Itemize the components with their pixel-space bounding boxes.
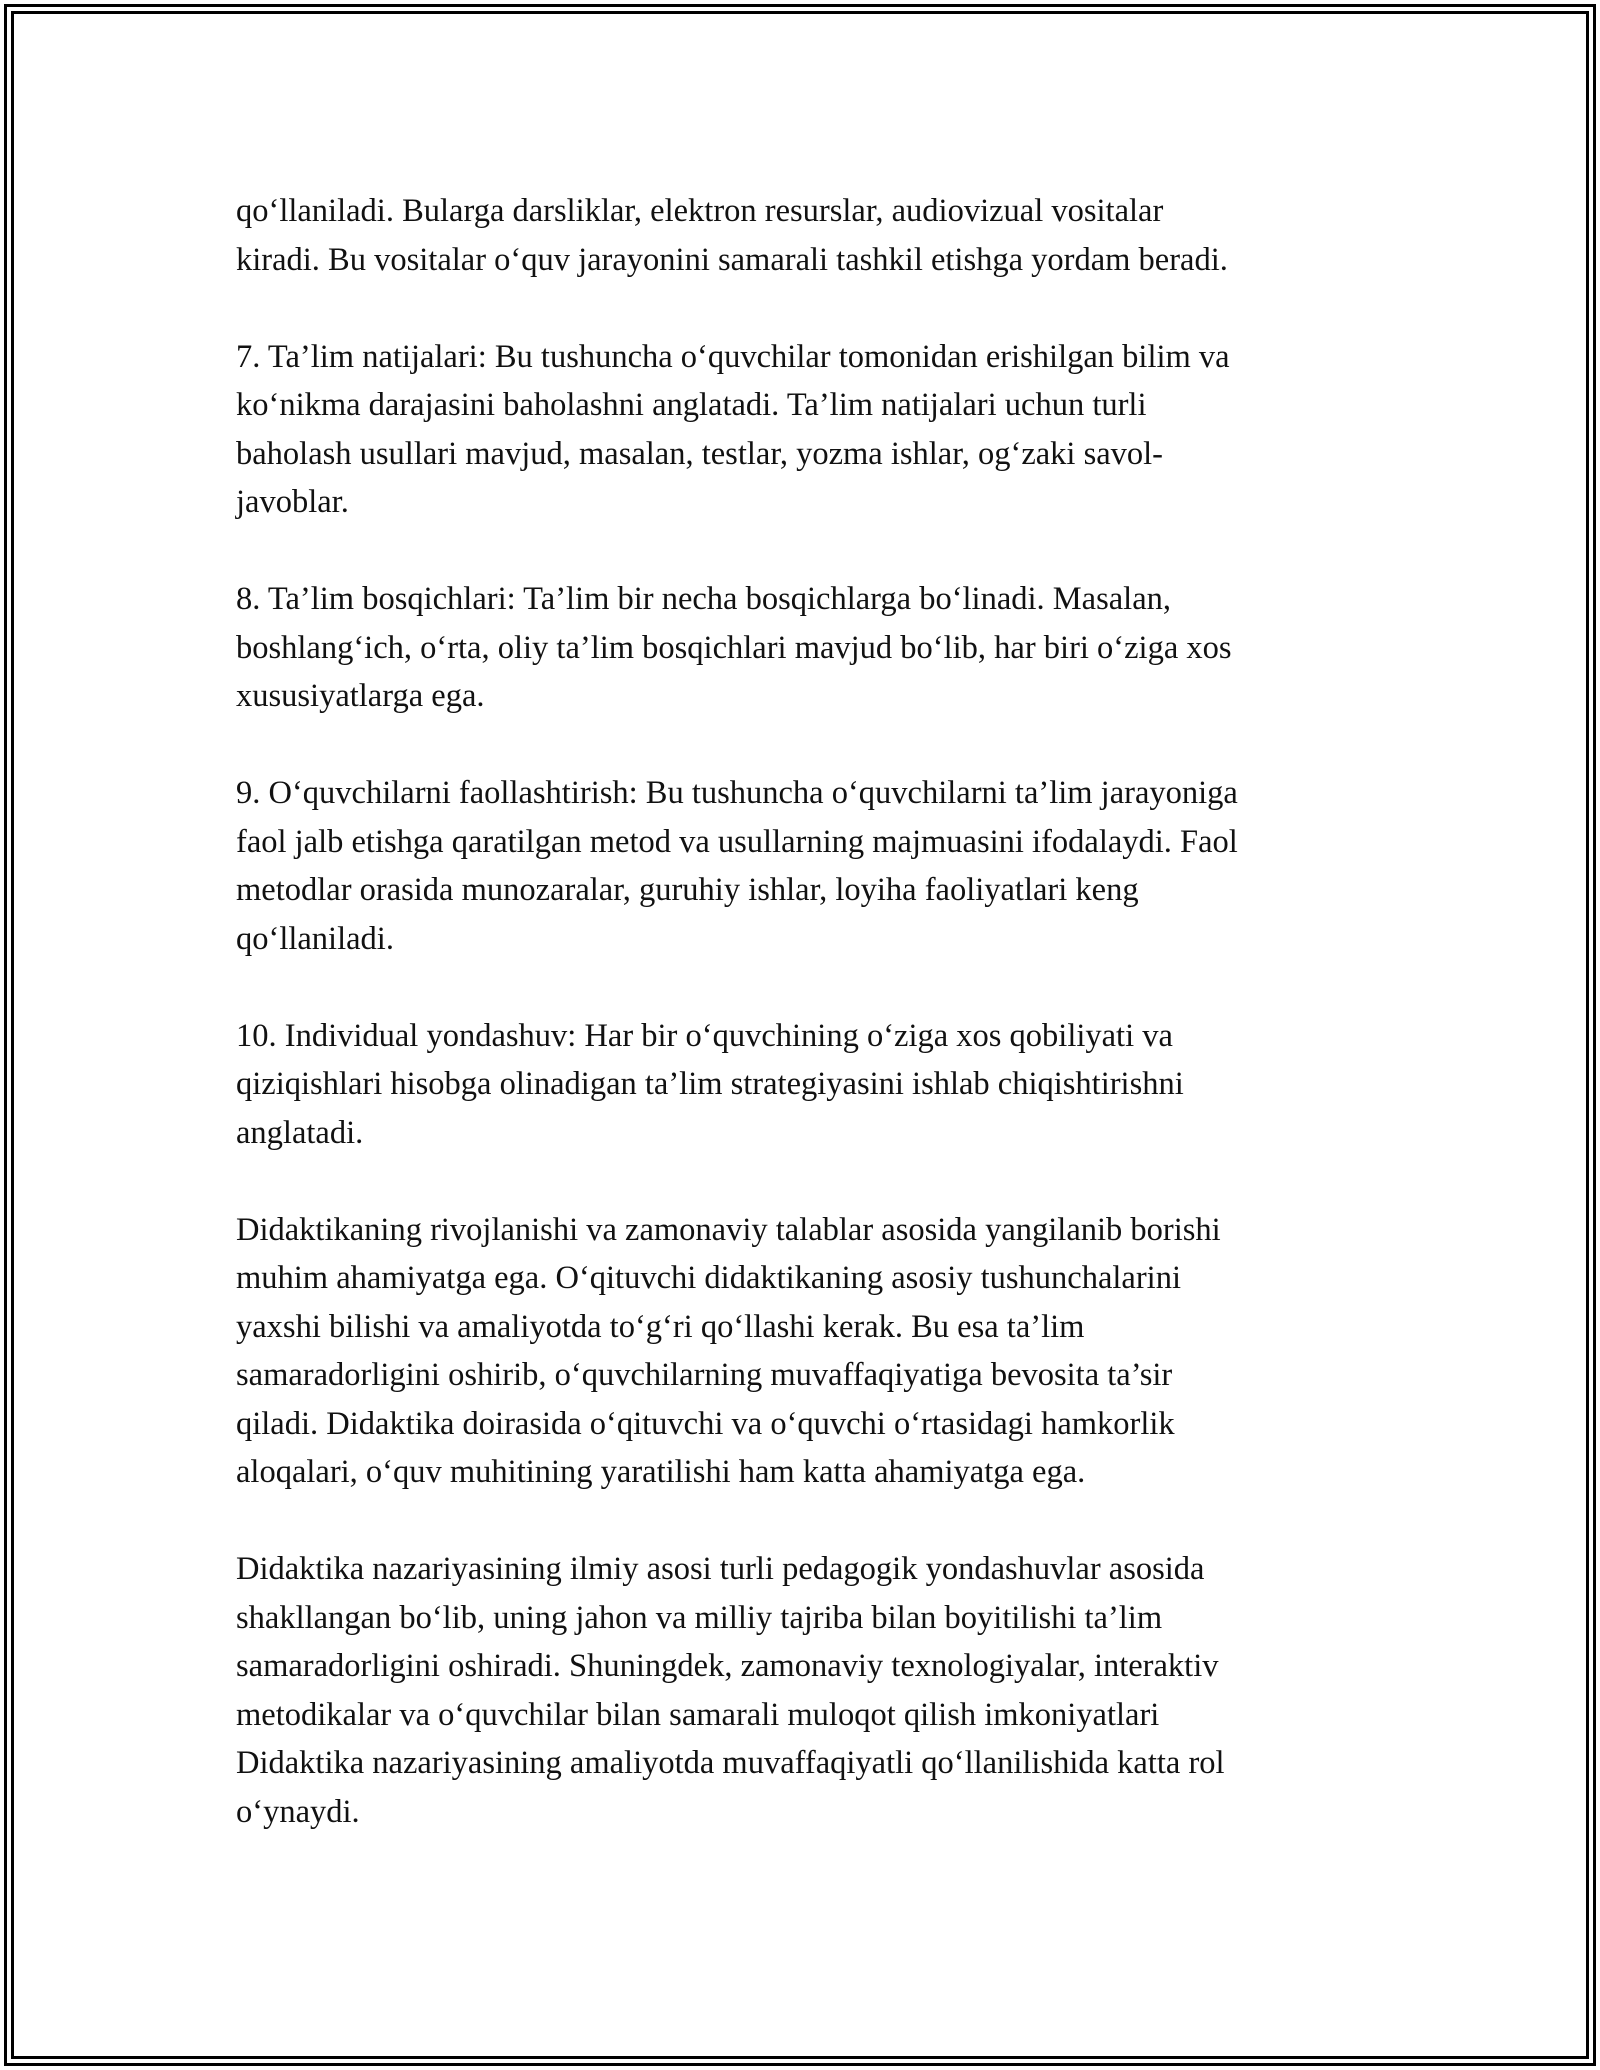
paragraph-teaching-tools-continued: qo‘llaniladi. Bularga darsliklar, elektron resurslar, audiovizual vositalar kiradi. Bu vositalar o‘quv jarayonini samarali tashkil etishga yordam beradi.: [236, 193, 1228, 278]
paragraph-item-9-student-activation: 9. O‘quvchilarni faollashtirish: Bu tushuncha o‘quvchilarni ta’lim jarayoniga faol jalb etishga qaratilgan metod va usullarning majmuasini ifodalaydi. Faol metodlar orasida munozaralar, guruhiy ishlar, loyiha faoliyatlari keng qo‘llaniladi.: [236, 775, 1238, 957]
paragraph-didactics-development: Didaktikaning rivojlanishi va zamonaviy talablar asosida yangilanib borishi muhim ahamiyatga ega. O‘qituvchi didaktikaning asosiy tushunchalarini yaxshi bilishi va amaliyotda to‘g‘ri qo‘llashi kerak. Bu esa ta’lim samaradorligini oshirib, o‘quvchilarning muvaffaqiyatiga bevosita ta’sir qiladi. Didaktika doirasida o‘qituvchi va o‘quvchi o‘rtasidagi hamkorlik aloqalari, o‘quv muhitining yaratilishi ham katta ahamiyatga ega.: [236, 1211, 1221, 1490]
document-body: [236, 187, 1376, 1885]
paragraph-item-8-education-stages: 8. Ta’lim bosqichlari: Ta’lim bir necha bosqichlarga bo‘linadi. Masalan, boshlang‘ich, o‘rta, oliy ta’lim bosqichlari mavjud bo‘lib, har biri o‘ziga xos xususiyatlarga ega.: [236, 581, 1232, 714]
paragraph-didactics-theory-basis: Didaktika nazariyasining ilmiy asosi turli pedagogik yondashuvlar asosida shakllangan bo‘lib, uning jahon va milliy tajriba bilan boyitilishi ta’lim samaradorligini oshiradi. Shuningdek, zamonaviy texnologiyalar, interaktiv metodikalar va o‘quvchilar bilan samarali muloqot qilish imkoniyatlari Didaktika nazariyasining amaliyotda muvaffaqiyatli qo‘llanilishida katta rol o‘ynaydi.: [236, 1551, 1225, 1830]
paragraph-item-10-individual-approach: 10. Individual yondashuv: Har bir o‘quvchining o‘ziga xos qobiliyati va qiziqishlari hisobga olinadigan ta’lim strategiyasini ishlab chiqishtirishni anglatadi.: [236, 1017, 1184, 1151]
paragraph-item-7-learning-outcomes: 7. Ta’lim natijalari: Bu tushuncha o‘quvchilar tomonidan erishilgan bilim va ko‘nikma darajasini baholashni anglatadi. Ta’lim natijalari uchun turli baholash usullari mavjud, masalan, testlar, yozma ishlar, og‘zaki savol- javoblar.: [236, 338, 1230, 520]
